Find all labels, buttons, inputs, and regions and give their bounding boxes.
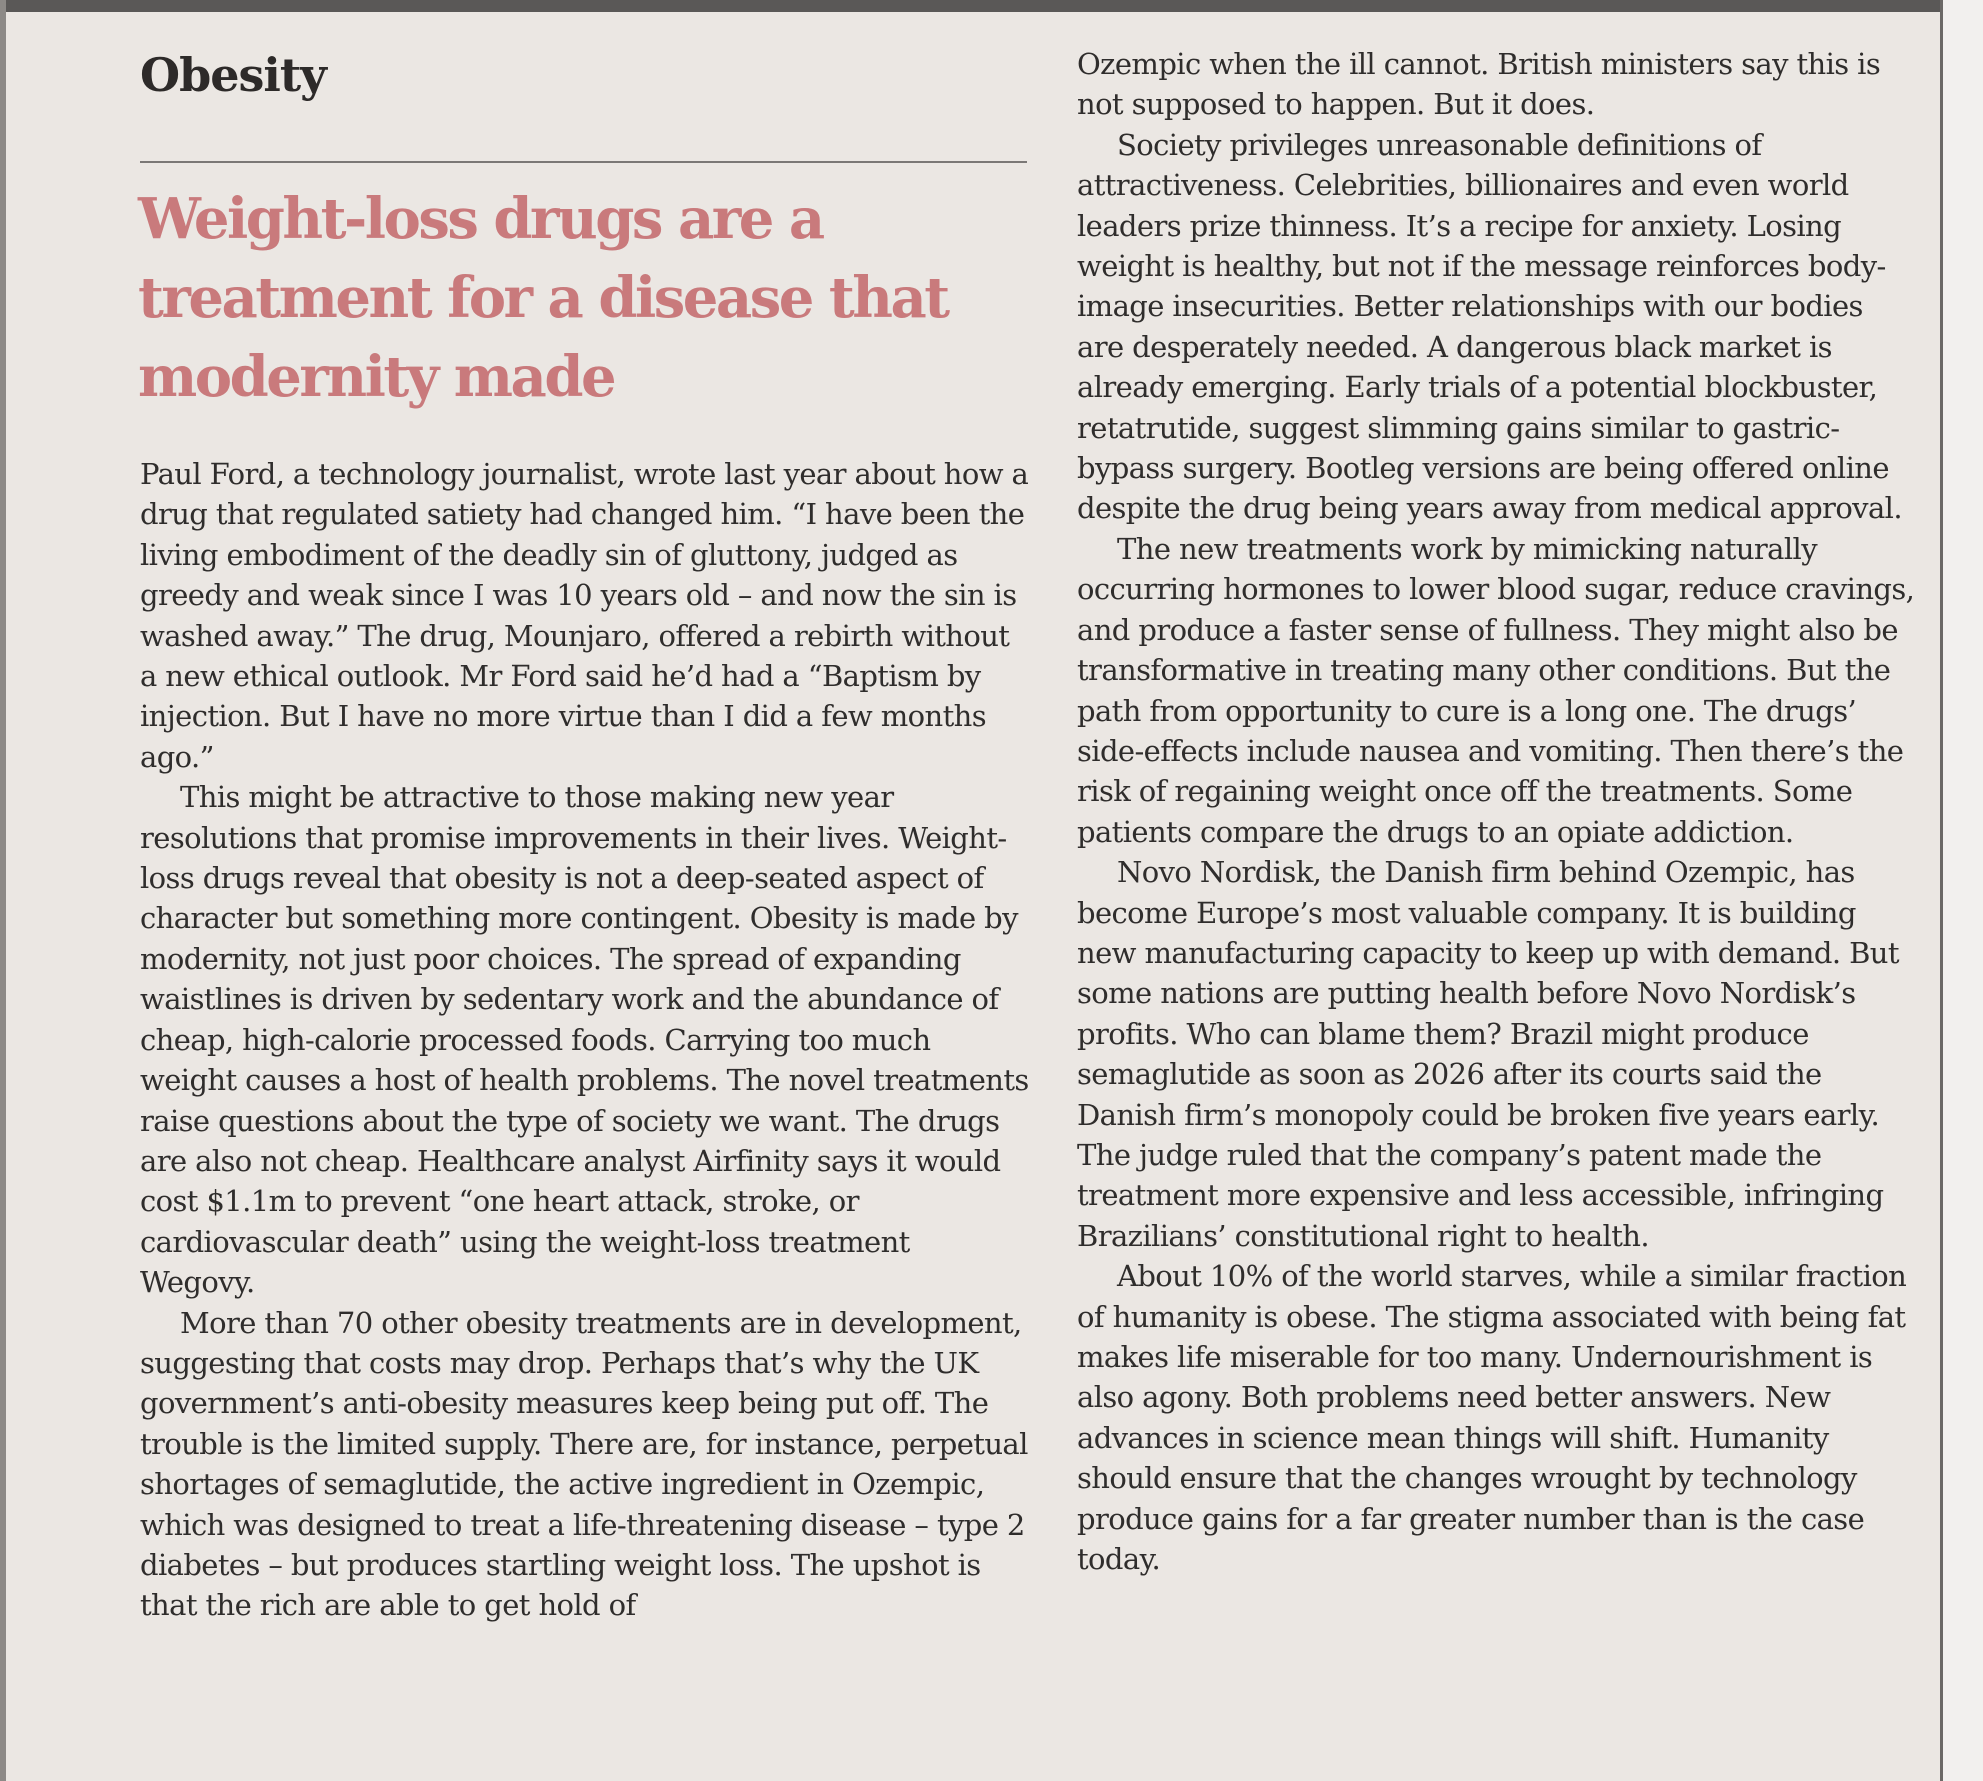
paragraph: Society privileges unreasonable definitions of attractiveness. Celebrities, billionaires and even world leaders prize thinness. It’s a recipe for anxiety. Losing weight is healthy, but not if the message reinforces body-image insecurities. Better relationships with our bodies are desperately needed. A dangerous black market is already emerging. Early trials of a potential blockbuster, retatrutide, suggest slimming gains similar to gastric-bypass surgery. Bootleg versions are being offered online despite the drug being years away from medical approval. [1077,127,1902,526]
left-page-edge [0,0,6,1781]
paragraph: Paul Ford, a technology journalist, wrote last year about how a drug that regulated satiety had changed him. “I have been the living embodiment of the deadly sin of gluttony, judged as greedy and weak since I was 10 years old – and now the sin is washed away.” The drug, Mounjaro, offered a rebirth without a new ethical outlook. Mr Ford said he’d had a “Baptism by injection. But I have no more virtue than I did a few months ago.” [140,457,1029,774]
paragraph: The new treatments work by mimicking naturally occurring hormones to lower blood sugar, reduce cravings, and produce a faster sense of fullness. They might also be transformative in treating many other conditions. But the path from opportunity to cure is a long one. The drugs’ side-effects include nausea and vomiting. Then there’s the risk of regaining weight once off the treatments. Some patients compare the drugs to an opiate addiction. [1077,531,1915,849]
paragraph: This might be attractive to those making new year resolutions that promise improvements in their lives. Weight-loss drugs reveal that obesity is not a deep-seated aspect of character but something more contingent. Obesity is made by modernity, not just poor choices. The spread of expanding waistlines is driven by sedentary work and the abundance of cheap, high-calorie processed foods. Carrying too much weight causes a host of health problems. The novel treatments raise questions about the type of society we want. The drugs are also not cheap. Healthcare analyst Airfinity says it would cost $1.1m to prevent “one heart attack, stroke, or cardiovascular death” using the weight-loss treatment Wegovy. [140,780,1029,1300]
paragraph: Novo Nordisk, the Danish firm behind Ozempic, has become Europe’s most valuable company. It is building new manufacturing capacity to keep up with demand. But some nations are putting health before Novo Nordisk’s profits. Who can blame them? Brazil might produce semaglutide as soon as 2026 after its courts said the Danish firm’s monopoly could be broken five years early. The judge ruled that the company’s patent made the treatment more expensive and less accessible, infringing Brazilians’ constitutional right to health. [1077,855,1899,1253]
headline: Weight-loss drugs are a treatment for a disease that modernity made [138,186,948,410]
section-label: Obesity [140,48,326,102]
paragraph: About 10% of the world starves, while a similar fraction of humanity is obese. The stigma associated with being fat makes life miserable for too many. Undernourishment is also agony. Both problems need better answers. New advances in science mean things will shift. Humanity should ensure that the changes wrought by technology produce gains for a far greater number than is the case today. [1077,1259,1907,1577]
left-column [140,454,1030,1626]
top-border-rule [0,0,1983,12]
section-divider [140,161,1027,163]
paragraph: Ozempic when the ill cannot. British ministers say this is not supposed to happen. But it does. [1077,47,1881,122]
right-column [1077,44,1917,1579]
right-page-edge [1940,0,1983,1781]
paragraph: More than 70 other obesity treatments are in development, suggesting that costs may drop. Perhaps that’s why the UK government’s anti-obesity measures keep being put off. The trouble is the limited supply. There are, for instance, perpetual shortages of semaglutide, the active ingredient in Ozempic, which was designed to treat a life-threatening disease – type 2 diabetes – but produces startling weight loss. The upshot is that the rich are able to get hold of [140,1305,1028,1623]
